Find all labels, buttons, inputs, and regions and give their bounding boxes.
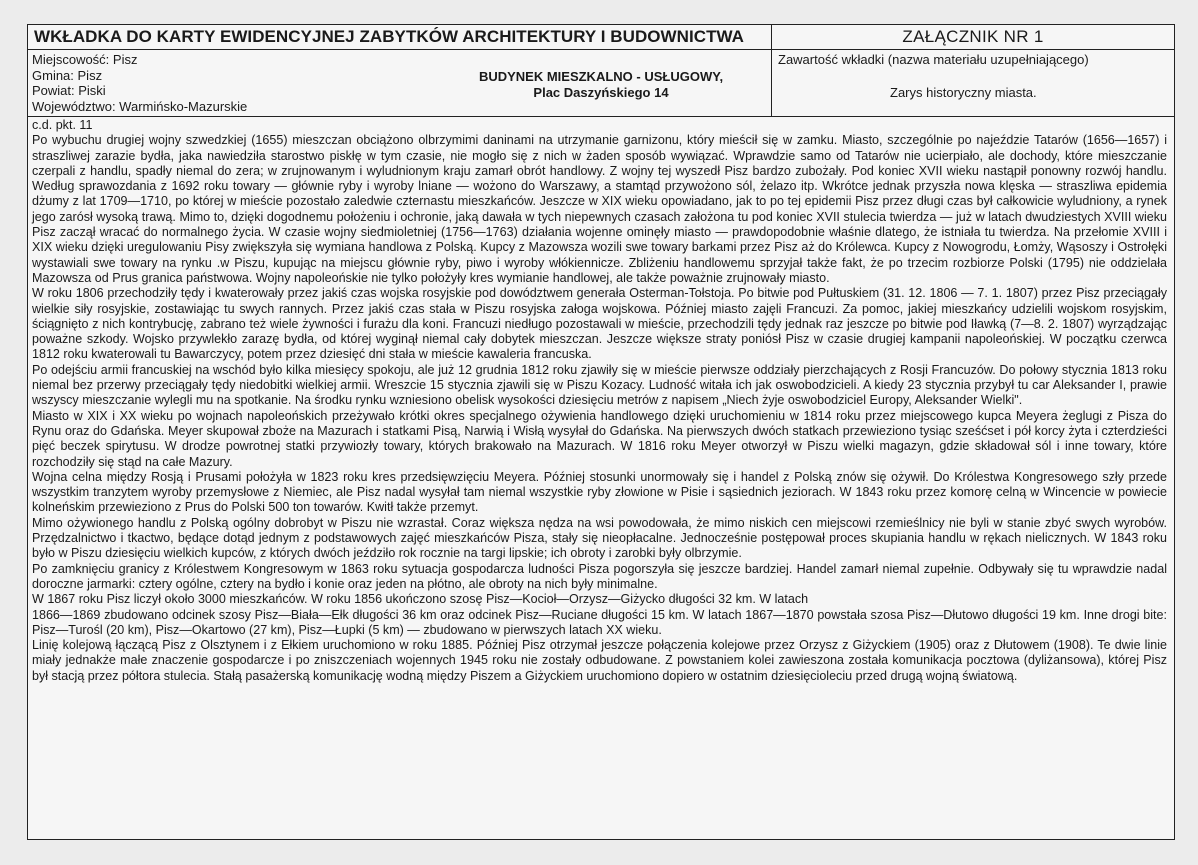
document-body: [28, 117, 1174, 684]
record-card: [27, 24, 1175, 840]
building-block: [431, 50, 772, 116]
paragraph: Miasto w XIX i XX wieku po wojnach napoleońskich przeżywało krótki okres specjalnego ożywienia handlowego dzięki uruchomieniu w 1814 roku przez miejscowego kupca Meyera żeglugi z Pisza do Rynu oraz do Gdańska. Meyer skupował zboże na Mazurach i statkami Pisą, Narwią i Wisłą wysyłał do Gdańska. Na pierwszych dwóch statkach przewieziono tysiąc sześćset i pół korcy żyta i czterdzieści pięć beczek spirytusu. W drodze powrotnej statki przywiozły towary, których brakowało na Mazurach. W 1816 roku Meyer otworzył w Piszu wielki magazyn, gdzie składował sól i inne towary, które rozchodziły się stąd na całe Mazury.: [32, 408, 1167, 469]
voivodeship: Województwo: Warmińsko-Mazurskie: [32, 98, 248, 114]
paragraph: Po zamknięciu granicy z Królestwem Kongresowym w 1863 roku sytuacja gospodarcza ludności Pisza pogorszyła się jeszcze bardziej. Handel zamarł niemal zupełnie. Odbywały się tu wprawdzie nadal doroczne jarmarki: cztery ogólne, cztery na bydło i konie oraz jeden na płótno, ale obroty na nich były minimalne.: [32, 561, 1167, 591]
paragraph: 1866—1869 zbudowano odcinek szosy Pisz—Biała—Ełk długości 36 km oraz odcinek Pisz—Ruciane długości 15 km. W latach 1867—1870 powstała szosa Pisz—Dłutowo długości 19 km. Inne drogi bite: Pisz—Turośl (20 km), Pisz—Okartowo (27 km), Pisz—Łupki (5 km) — zbudowano w pierwszych latach XX wieku.: [32, 607, 1167, 637]
building-address: Plac Daszyńskiego 14: [533, 85, 669, 100]
attachment-number: ZAŁĄCZNIK NR 1: [902, 27, 1044, 46]
info-row: [28, 50, 1174, 117]
building-name: BUDYNEK MIESZKALNO - USŁUGOWY,: [478, 69, 724, 84]
paragraph: Mimo ożywionego handlu z Polską ogólny dobrobyt w Piszu nie wzrastał. Coraz większa nędza na wsi powodowała, że mimo niskich cen miejscowi rzemieślnicy nie byli w stanie zbyć swych wyrobów. Przędzalnictwo i tkactwo, będące dotąd jednym z podstawowych zajęć mieszkańców Pisza, stały się nieopłacalne. Jednocześnie postępował proces skupiania handlu w rękach nielicznych. W 1843 roku było w Piszu dziesięciu wielkich kupców, z których dwóch jeździło rok rocznie na targi lipskie; ich obroty i zarobki były olbrzymie.: [32, 515, 1167, 561]
paragraph: Po odejściu armii francuskiej na wschód było kilka miesięcy spokoju, ale już 12 grudnia 1812 roku zjawiły się w mieście pierwsze oddziały pierzchających z Rosji Francuzów. Do połowy stycznia 1813 roku niemal bez przerwy przeciągały tędy niedobitki wielkiej armii. Wreszcie 15 stycznia zjawili się w Piszu Kozacy. Ludność witała ich jak oswobodzicieli. A kiedy 23 stycznia przybył tu car Aleksander I, prawie wszyscy mieszczanie wylegli mu na spotkanie. Na środku rynku wzniesiono obelisk wysokości dziesięciu metrów z napisem „Niech żyje oswobodziciel Europy, Aleksander Wielki".: [32, 362, 1167, 408]
contents-block: [772, 50, 1174, 116]
document-title: WKŁADKA DO KARTY EWIDENCYJNEJ ZABYTKÓW ARCHITEKTURY I BUDOWNICTWA: [28, 25, 772, 49]
contents-label: Zawartość wkładki (nazwa materiału uzupełniającego): [778, 52, 1089, 67]
location-block: [28, 50, 431, 116]
paragraph: Po wybuchu drugiej wojny szwedzkiej (1655) mieszczan obciążono olbrzymimi daninami na utrzymanie garnizonu, który mieścił się w zamku. Miasto, szczególnie po najeździe Tatarów (1656—1657) i straszliwej zarazie bydła, jaka nawiedziła starostwo piskłę w tym czasie, nie mogło się z nich w żaden sposób wywiązać. Wprawdzie samo od Tatarów nie ucierpiało, ale dochody, które mieszczanie czerpali z handlu, spadły niemal do zera; w zrujnowanym i wyludnionym kraju zamarł obrót handlowy. Z wojny tej wyszedł Pisz bardzo zubożały. Pod koniec XVII wieku nastąpił ponowny rozwój handlu. Według sprawozdania z 1692 roku towary — głównie ryby i wyroby lniane — wożono do Warszawy, a stamtąd przywożono sól, żelazo itp. Wkrótce jednak przyszła nowa klęska — straszliwa epidemia dżumy z lat 1709—1710, po której w mieście pozostało zaledwie czternastu mieszkańców. Jeszcze w XIX wieku opowiadano, jak to po tej epidemii Pisz przez długi czas był całkowicie wyludniony, a rynek jego zarósł wysoką trawą. Mimo to, dzięki dogodnemu położeniu i ochronie, jaką dawała w tych niepewnych czasach założona tu pod koniec XVII stulecia twierdza — już w latach dwudziestych XVIII wieku Pisz zaczął wracać do normalnego życia. W czasie wojny siedmioletniej (1756—1763) działania wojenne ominęły miasto — prawdopodobnie właśnie dlatego, że istniała tu twierdza. Na przełomie XVIII i XIX wieku dzięki uregulowaniu Pisy zwiększyła się wymiana handlowa z Polską. Kupcy z Mazowsza wozili swe towary barkami przez Pisz aż do Królewca. Kupcy z Nowogrodu, Łomży, Wąsoszy i Ostrołęki wystawiali swe towary na rynku .w Piszu, kupując na miejscu głównie ryby, piwo i wyroby włókiennicze. Zbliżeniu handlowemu sprzyjał także fakt, że po trzecim rozbiorze Polski (1795) nie oddzielała Mazowsza od Prus granica państwowa. Wojny napoleońskie nie tylko położyły kres wymianie handlowej, ale także poważnie zrujnowały miasto.: [32, 133, 1167, 285]
paragraph: Linię kolejową łączącą Pisz z Olsztynem i z Ełkiem uruchomiono w roku 1885. Później Pisz otrzymał jeszcze połączenia kolejowe przez Orzysz z Giżyckiem (1905) oraz z Dłutowem (1908). Te dwie linie miały jednakże małe znaczenie gospodarcze i po zniszczeniach wojennych 1945 roku nie zostały odbudowane. Z powstaniem kolei zawieszona została komunikacja pocztowa (dyliżansowa), której Pisz był stacją przez półtora stulecia. Stałą pasażerską komunikację wodną między Piszem a Giżyckiem uruchomiono dopiero w ostatnim dziesięcioleciu przed drugą wojną światową.: [32, 638, 1167, 683]
paragraph: W 1867 roku Pisz liczył około 3000 mieszkańców. W roku 1856 ukończono szosę Pisz—Kocioł—Orzysz—Giżycko długości 32 km. W latach: [32, 592, 809, 607]
header-row: [28, 25, 1174, 50]
paragraph: Wojna celna między Rosją i Prusami położyła w 1823 roku kres przedsięwzięciu Meyera. Później stosunki unormowały się i handel z Polską znów się ożywił. Do Królestwa Kongresowego szły przede wszystkim tranzytem wyroby przemysłowe z Niemiec, ale Pisz nadal wysyłał tam niemal wszystkie ryby złowione w Pisie i sąsiednich jeziorach. W 1843 roku przez komorę celną w Wincencie w powiecie kolneńskim przewieziono z Prus do Polski 500 ton towarów. Kwitł także przemyt.: [32, 469, 1167, 515]
commune: Gmina: Pisz: [32, 67, 103, 83]
paragraph: W roku 1806 przechodziły tędy i kwaterowały przez jakiś czas wojska rosyjskie pod dowództwem generała Osterman-Tołstoja. Po bitwie pod Pułtuskiem (31. 12. 1806 — 7. 1. 1807) przez Pisz przeciągały wielkie siły rosyjskie, zostawiając tu swych rannych. Przez jakiś czas stała w Piszu rosyjska załoga wojskowa. Później miasto zajęli Francuzi. Za pomoc, jakiej mieszkańcy udzielili wojskom rosyjskim, ściągnięto z nich kontrybucję, zabrano też wiele żywności i furażu dla koni. Francuzi niedługo pozostawali w mieście, przechodzili tędy jednak raz jeszcze po bitwie pod Iławką (7—8. 2. 1807) wyrządzając poważne szkody. Wojsko przywlekło zarazę bydła, od której wyginął niemal cały dobytek mieszczan. Jeszcze większe straty poniósł Pisz w czasie drugiej kampanii napoleońskiej. W początku czerwca 1812 roku kwaterowali tu Bawarczycy, potem przez dziesięć dni stała w mieście kawaleria francuska.: [32, 286, 1167, 362]
contents-topic: Zarys historyczny miasta.: [890, 85, 1037, 100]
section-reference: c.d. pkt. 11: [32, 118, 93, 132]
county: Powiat: Piski: [32, 83, 106, 99]
locality: Miejscowość: Pisz: [32, 52, 138, 67]
